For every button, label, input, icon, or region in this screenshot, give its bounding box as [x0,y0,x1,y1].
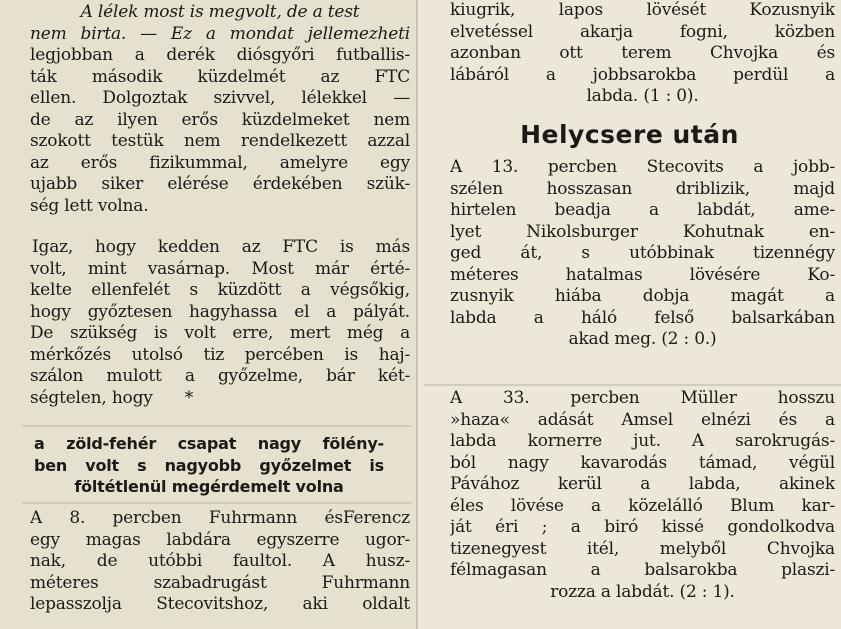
right-paragraph-3 [450,388,835,603]
text-line: ség lett volna. [30,195,149,216]
text-line: föltétlenül megérdemelt volna [74,477,344,496]
text-line: »haza« adását Amsel elnézi és a [450,409,835,430]
text-line: A 8. percben Fuhrmann ésFerencz [30,508,410,528]
divider [22,425,412,427]
asterisk-mark: * [184,387,193,408]
left-column [0,0,418,629]
text-line: éles lövése a közelálló Blum kar- [450,495,835,516]
section-heading: Helycsere után [520,120,739,149]
text-line: ellen. Dolgoztak szivvel, lélekkel — [30,88,410,108]
text-line: rozza a labdát. (2 : 1). [550,581,735,602]
text-line: méteres hatalmas lövésére Ko- [450,264,835,285]
text-line: lyet Nikolsburger Kohutnak en- [450,221,835,242]
text-line [30,388,410,410]
text-line: Pávához kerül a labda, akinek [450,474,835,494]
text-line: zusnyik hiába dobja magát a [450,286,835,306]
right-paragraph-1 [450,0,835,108]
text-line: kiugrik, lapos lövését Kozusnyik [450,0,835,20]
text-line: ujabb siker elérése érdekében szük- [30,174,410,194]
text-line: labda a háló felső balsarkában [450,307,835,328]
text-line: volt, mint vasárnap. Most már érté- [30,258,410,279]
text-line: kelte ellenfelét s küzdött a végsőkig, [30,280,410,300]
text-line: ból nagy kavarodás támad, végül [450,452,835,473]
text-line: Igaz, hogy kedden az FTC is más [32,237,410,257]
text-line: De szükség is volt erre, mert még a [30,323,410,343]
right-paragraph-2 [450,157,835,351]
right-column [418,0,841,629]
text-line: akad meg. (2 : 0.) [568,329,717,349]
text-line: félmagasan a balsarokba plaszi- [450,560,835,580]
bold-callout [34,433,384,498]
text-line: A 13. percben Stecovits a jobb- [450,157,835,177]
text-line: azonban ott terem Chvojka és [450,43,835,63]
text-line: ját éri ; a biró kissé gondolkodva [450,517,835,537]
text-line: hirtelen beadja a labdát, ame- [450,200,835,220]
text-line: egy magas labdára egyszerre ugor- [30,529,410,550]
text-line [30,24,410,46]
divider [22,502,412,504]
text-line: A 33. percben Müller hosszu [450,388,835,408]
text-line: a zöld-fehér csapat nagy fölény- [34,434,384,453]
text-line: ták második küzdelmét az FTC [30,66,410,87]
text-line: legjobban a derék diósgyőri futballis- [30,45,410,65]
text-run: nem birta. — Ez a mondat jellemezheti [30,23,410,44]
text-line: szélen hosszasan driblizik, majd [450,178,835,199]
left-paragraph-3 [30,508,410,616]
text-line: méteres szabadrugást Fuhrmann [30,572,410,593]
text-line: szokott testük nem rendelkezett azzal [30,131,410,151]
text-line: labda kornerre jut. A sarokrugás- [450,431,835,451]
text-line: mérkőzés utolsó tiz percében is haj- [30,344,410,365]
left-paragraph-2 [30,237,410,409]
text-line: lábáról a jobbsarokba perdül a [450,64,835,85]
text-line: de az ilyen erős küzdelmeket nem [30,109,410,130]
text-run: ségtelen, hogy [30,387,153,408]
left-paragraph-1 [30,2,410,217]
text-line: elvetéssel akarja fogni, közben [450,21,835,42]
text-line: tizenegyest itél, melyből Chvojka [450,538,835,559]
text-line: nak, de utóbbi faultol. A husz- [30,551,410,571]
text-line: az erős fizikummal, amelyre egy [30,152,410,173]
text-line: ged át, s utóbbinak tizennégy [450,243,835,263]
text-line: ben volt s nagyobb győzelmet is [34,455,384,475]
text-line: hogy győztesen hagyhassa el a pályát. [30,301,410,322]
text-line: szálon mulott a győzelme, bár két- [30,366,410,386]
text-line: labda. (1 : 0). [586,86,699,106]
text-line: lepasszolja Stecovitshoz, aki oldalt [30,594,410,614]
divider [424,384,841,386]
text-line: A lélek most is megvolt, de a test [80,2,360,22]
